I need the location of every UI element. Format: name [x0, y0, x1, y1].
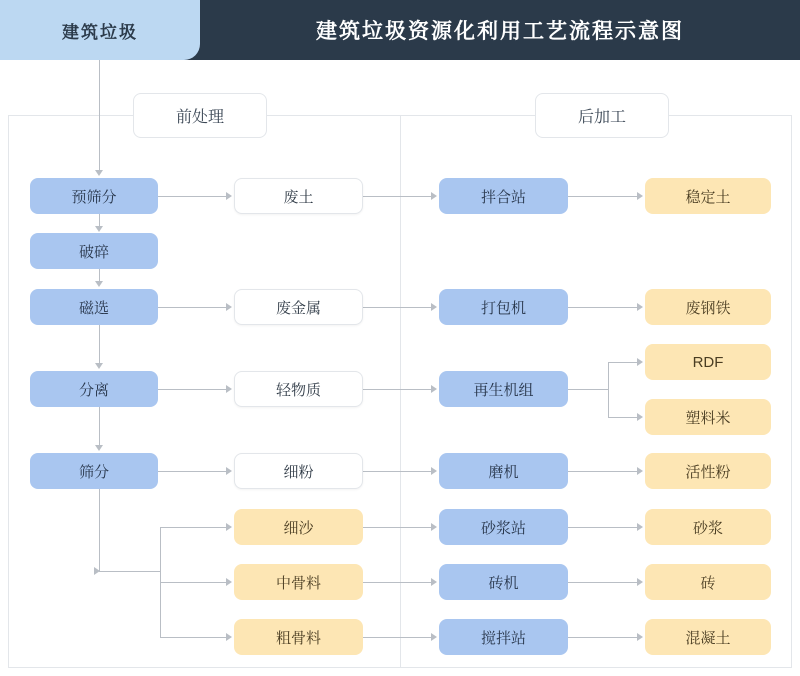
- arrow-p2: [637, 303, 643, 311]
- connector-m7: [363, 637, 431, 638]
- arrow-v3: [95, 363, 103, 369]
- arrow-m2: [431, 303, 437, 311]
- connector-m2: [363, 307, 431, 308]
- connector-h5: [160, 527, 226, 528]
- node-process-3[interactable]: 分离: [30, 371, 158, 407]
- arrow-p3-up: [637, 358, 643, 366]
- node-product-6[interactable]: 砖: [645, 564, 771, 600]
- node-equipment-6[interactable]: 搅拌站: [439, 619, 568, 655]
- node-equipment-0[interactable]: 拌合站: [439, 178, 568, 214]
- section-label-post: 后加工: [535, 93, 669, 138]
- arrow-m1: [431, 192, 437, 200]
- arrow-v4: [95, 445, 103, 451]
- arrow-m5: [431, 523, 437, 531]
- connector-p6: [568, 582, 637, 583]
- arrow-h7: [226, 633, 232, 641]
- node-intermediate-0[interactable]: 废土: [234, 178, 363, 214]
- page-title: 建筑垃圾资源化利用工艺流程示意图: [316, 20, 684, 43]
- node-product-4[interactable]: 活性粉: [645, 453, 771, 489]
- arrow-v1: [95, 226, 103, 232]
- connector-v5: [99, 489, 100, 571]
- node-process-0[interactable]: 预筛分: [30, 178, 158, 214]
- connector-p1: [568, 196, 637, 197]
- arrow-h6: [226, 578, 232, 586]
- node-product-2[interactable]: RDF: [645, 344, 771, 380]
- node-equipment-4[interactable]: 砂浆站: [439, 509, 568, 545]
- arrow-p6: [637, 578, 643, 586]
- connector-h6: [160, 582, 226, 583]
- arrow-inlet: [95, 170, 103, 176]
- arrow-m3: [431, 385, 437, 393]
- connector-aggregate-feed: [99, 571, 160, 572]
- node-equipment-1[interactable]: 打包机: [439, 289, 568, 325]
- arrow-p5: [637, 523, 643, 531]
- arrow-m4: [431, 467, 437, 475]
- node-product-5[interactable]: 砂浆: [645, 509, 771, 545]
- connector-p3-stem: [568, 389, 608, 390]
- arrow-h1: [226, 192, 232, 200]
- connector-h1: [158, 196, 226, 197]
- node-intermediate-3[interactable]: 细粉: [234, 453, 363, 489]
- connector-p3-down: [608, 417, 637, 418]
- connector-m4: [363, 471, 431, 472]
- node-product-1[interactable]: 废钢铁: [645, 289, 771, 325]
- connector-p3-up: [608, 362, 637, 363]
- arrow-h2: [226, 303, 232, 311]
- frame-top-segment-right: [669, 115, 792, 116]
- node-product-0[interactable]: 稳定土: [645, 178, 771, 214]
- connector-p3-riser: [608, 362, 609, 417]
- node-intermediate-1[interactable]: 废金属: [234, 289, 363, 325]
- arrow-v2: [95, 281, 103, 287]
- arrow-m6: [431, 578, 437, 586]
- node-equipment-5[interactable]: 砖机: [439, 564, 568, 600]
- node-intermediate-4[interactable]: 细沙: [234, 509, 363, 545]
- connector-v4: [99, 407, 100, 446]
- connector-p2: [568, 307, 637, 308]
- frame-top-segment-left: [8, 115, 133, 116]
- frame-top-segment-middle: [267, 115, 535, 116]
- connector-m1: [363, 196, 431, 197]
- connector-h2: [158, 307, 226, 308]
- node-equipment-2[interactable]: 再生机组: [439, 371, 568, 407]
- arrow-m7: [431, 633, 437, 641]
- arrow-h3: [226, 385, 232, 393]
- connector-h7: [160, 637, 226, 638]
- arrow-p1: [637, 192, 643, 200]
- node-process-4[interactable]: 筛分: [30, 453, 158, 489]
- node-process-2[interactable]: 磁选: [30, 289, 158, 325]
- node-intermediate-6[interactable]: 粗骨料: [234, 619, 363, 655]
- arrow-p7: [637, 633, 643, 641]
- connector-m5: [363, 527, 431, 528]
- node-intermediate-5[interactable]: 中骨料: [234, 564, 363, 600]
- node-product-3[interactable]: 塑料米: [645, 399, 771, 435]
- arrow-h4: [226, 467, 232, 475]
- node-process-1[interactable]: 破碎: [30, 233, 158, 269]
- section-label-pre: 前处理: [133, 93, 267, 138]
- node-product-7[interactable]: 混凝土: [645, 619, 771, 655]
- node-intermediate-2[interactable]: 轻物质: [234, 371, 363, 407]
- connector-h4: [158, 471, 226, 472]
- section-divider: [400, 115, 401, 668]
- arrow-h5: [226, 523, 232, 531]
- connector-p5: [568, 527, 637, 528]
- arrow-p4: [637, 467, 643, 475]
- node-equipment-3[interactable]: 磨机: [439, 453, 568, 489]
- connector-m3: [363, 389, 431, 390]
- page-header: [0, 0, 800, 60]
- connector-p4: [568, 471, 637, 472]
- connector-p7: [568, 637, 637, 638]
- connector-inlet: [99, 60, 100, 170]
- header-tab: 建筑垃圾: [0, 0, 200, 60]
- connector-h3: [158, 389, 226, 390]
- connector-v3: [99, 325, 100, 364]
- flow-diagram: [0, 60, 800, 676]
- arrow-p3-down: [637, 413, 643, 421]
- connector-m6: [363, 582, 431, 583]
